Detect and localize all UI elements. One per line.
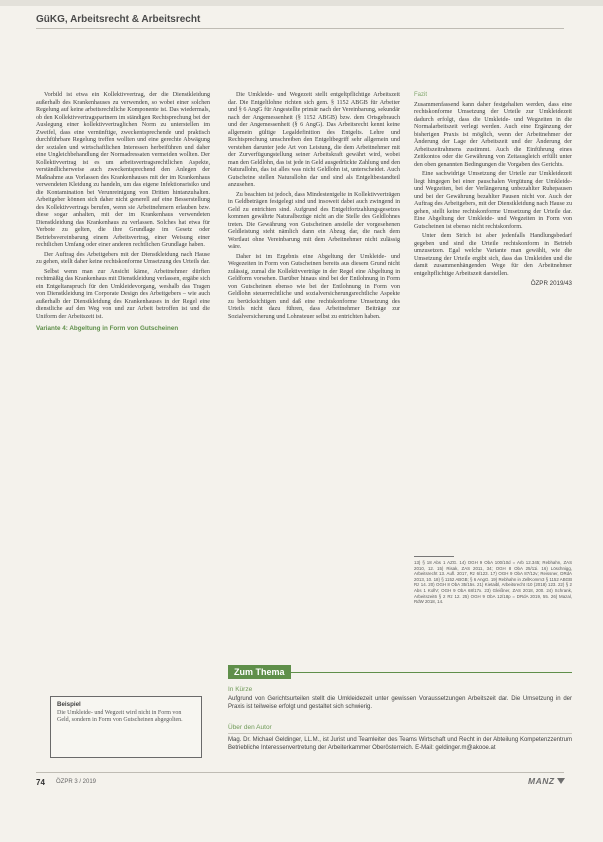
col2-paragraph: Daher ist im Ergebnis eine Abgeltung der Umkleide- und Wegezeiten in Form von Gutscheinen bereits aus diesem Grund nicht zulässig, zumal die Kollektivverträge in der Regel eine Abgeltung in Geldform vorsehen. Darüber hinaus sind bei der Entlohnung in Form von Gutscheinen ebenso wie bei der Entlohnung in Form von Geldlohn steuerrechtliche und sozialversicherungsrechtliche Aspekte zu berücksichtigen und daß eine rechtskonforme Umsetzung des Urteils nicht dazu führen, dass Arbeitnehmer Beiträge zur Sozialversicherung und Lohnsteuer selbst zu entrichten haben. xyxy=(228,253,400,320)
about-author-rule xyxy=(228,733,572,734)
variant-heading: Variante 4: Abgeltung in Form von Gutscheinen xyxy=(36,325,179,332)
top-bar xyxy=(0,0,603,6)
column-3 xyxy=(414,92,572,288)
col3-paragraph: Unter dem Strich ist aber jedenfalls Handlungsbedarf gegeben und sind die Urteile rechtskonform in Betrieb umzusetzen. Egal welche Variante man gewählt, wie die Umsetzung der Urteile ergibt sich, dass das Umkleiden und die damit zusammenhängenden Wege für den Arbeitnehmer entgeltpflichtige Arbeitszeit darstellen. xyxy=(414,233,572,277)
beispiel-box xyxy=(50,696,202,758)
col3-paragraph: Eine sachwidrige Umsetzung der Urteile zur Umkleidezeit liegt hingegen bei einer pauschalen Vergütung der Umkleide- und Wegzeiten, bei der Verlängerung unbezahlter Ruhepausen und bei der Gewährung bezahlter Pausen nicht vor. Auch der Auftrag des Arbeitgebers, mit der Dienstkleidung nach Hause zu gehen, stellt keine rechtskonforme Umsetzung der Urteile dar. Eine Abgeltung der Umkleide- und Wegzeiten in Form von Gutscheinen ist ebenso nicht rechtskonform. xyxy=(414,171,572,230)
logo-triangle-icon xyxy=(557,778,565,784)
col2-paragraph: Zu beachten ist jedoch, dass Mindestentgelte in Kollektivverträgen in Geldbeträgen festgelegt sind und insoweit dabei auch zwingend in Geld zu entrichten sind. Aufgrund des Entgeltfortzahlungsgesetzes kommen gewährte Naturalbezüge nicht an die Stelle des Geldlohnes treten. Die Gewährung von Gutscheinen anstelle der vorgesehenen Geldleistung steht nämlich dann ein Abzug dar, die nach dem Wortlaut ohne Vereinbarung mit dem Arbeitnehmer nicht zulässig wäre. xyxy=(228,191,400,250)
publisher-logo-text: MANZ xyxy=(528,776,555,786)
zum-thema-badge: Zum Thema xyxy=(228,665,291,679)
col1-paragraph: Vorbild ist etwa ein Kollektivvertrag, der die Dienstkleidung außerhalb des Krankenhauses zu verwenden, so wobei einer solchen Regelung auf keine arbeitsrechtliche Komponente ist. Das wiedermals, ob den Kollektivvertragspartnern im ständigen Rechtsprechung bei der Auslegung einer kollektivvertraglichen Norm zu unterstellen im Zweifel, dass eine vernünftige, zweckentsprechende und praktisch durchführbare Regelung treffen wollten und eine gerechte Abwägung der sozialen und wirtschaftlichen Interessen herbeiführen und daher eine Ungleichbehandlung der Normadressaten vermeiden wollten. Der Kollektivvertrag ist es um arbeitsvertragsrechtlichen Aspekte, verständlicherweise auch zweckentsprechend den Anlegen der Maßnahme aus Vorlassen des Krankenhauses mit der im Krankenhaus verwendeten Kleidung zu handeln, um das eigene Infektionsrisiko und die Kontamination bei Verunreinigung von Dritten hintanzuhalten. Arbeitgeber können sich daher nicht generell auf eine Besserstellung des Kollektivvertrags berufen, wenn sie Arbeitnehmern erlauben bzw. diese sogar anhalten, mit der im Krankenhaus verwendeten Dienstkleidung das Krankenhaus zu verlassen. Solches hat etwa für Verbote zu gelten, die ihre Grundlage im Gesetz oder Betriebsvereinbarung einem Arbeitsvertrag, einer Weisung einer rechtlichen Umfang oder einer anderen rechtlichen Grundlage haben. xyxy=(36,92,210,248)
article-reference: ÖZPR 2019/43 xyxy=(530,280,572,287)
column-1 xyxy=(36,92,210,337)
footnote-rule xyxy=(414,556,454,557)
col2-paragraph: Die Umkleide- und Wegezeit stellt entgeltpflichtige Arbeitszeit dar. Die Entgeltlohne richten sich gem. § 1152 ABGB für Arbeiter und § 6 AngG für Angestellte primär nach der Vereinbarung, sekundär nach der Angemessenheit (§ 1152 ABGB) bzw. dem Ortsgebrauch und der Angemessenheit (§ 6 AngG). Das Arbeitsrecht kennt keine allgemein gültige Legaldefinition des Entgelts. Lehre und Rechtsprechung umschreiben den Entgeltbegriff sehr allgemein und verstehen darunter jede Art von Leistung, die dem Arbeitnehmer mit der Zurverfügungstellung seiner Arbeitskraft gewährt wird, wobei man den Geldlohn, das ist jede in Geld ausgedrückte Zahlung und den Naturallohn, das ist alles was nicht Geldlohn ist, unterscheidet. Auch Gutscheine stellen Naturallohn dar und sind als Entgeltbestandteil anzusehen. xyxy=(228,92,400,188)
footnotes: 13) § 18 Abs 1 AZG. 14) OGH 9 ObA 100/10d = Arb 12.345; Rebhahn, ZAS 2010, 12. 15) Risak, ZAS 2011, 34; OGH 8 ObA 25/11i. 16) Löschnigg, Arbeitsrecht 13. Aufl. 2017, Rz 6/123. 17) OGH 9 ObA 87/12v; Reissner, DRdA 2013, 10. 18) § 1152 ABGB; § 6 AngG. 19) Rebhahn in ZellKomm3 § 1152 ABGB Rz 14. 20) OGH 8 ObA 35/15s. 21) Kietaibl, Arbeitsrecht I10 (2018) 123. 22) § 2 Abs 1 KollV; OGH 9 ObA 68/17x. 23) Gleißner, ZAS 2018, 200. 24) Schrank, Arbeitszeit6 § 2 Rz 12. 25) OGH 9 ObA 12/18p = DRdA 2019, 55. 26) Mazal, RdW 2018, 14. xyxy=(414,560,572,605)
journal-issue: ÖZPR 3 / 2019 xyxy=(56,779,97,785)
running-head: GüKG, Arbeitsrecht & Arbeitsrecht xyxy=(36,14,201,25)
col1-paragraph: Der Auftrag des Arbeitgebers mit der Dienstkleidung nach Hause zu gehen, stellt daher keine rechtskonforme Umsetzung des Urteils dar. xyxy=(36,251,210,265)
beispiel-title: Beispiel xyxy=(57,701,81,708)
in-kuerze-heading: In Kürze xyxy=(228,686,253,693)
fazit-tag: Fazit xyxy=(414,92,428,98)
about-author-heading: Über den Autor xyxy=(228,724,272,731)
footer-rule xyxy=(36,772,564,773)
column-2 xyxy=(228,92,400,323)
page-number: 74 xyxy=(36,778,45,787)
publisher-logo xyxy=(528,776,565,786)
in-kuerze-text: Aufgrund von Gerichtsurteilen stellt die Umkleidezeit unter gewissen Voraussetzungen Arbeitszeit dar. Die Umsetzung in der Praxis ist teilweise erfolgt und gestaltet sich schwierig. xyxy=(228,696,572,710)
col1-paragraph: Selbst wenn man zur Ansicht käme, Arbeitnehmer dürften rechtmäßig das Krankenhaus mit Dienstkleidung verlassen, ergäbe sich ein Entgeltanspruch für den Umkleidevorgang, weshalb das Tragen von Dienstkleidung im Corporate Design des Arbeitgebers – wie auch außerhalb der Dienstkleidung des Krankenhauses in der Regel eine dienstliche auf den Weg von und zur Arbeit betroffen ist und die Uniform der Arbeitszeit ist. xyxy=(36,268,210,320)
beispiel-body: Die Umkleide- und Wegzeit wird nicht in Form von Geld, sondern in Form von Gutscheinen abgegolten. xyxy=(57,710,183,724)
about-author-text: Mag. Dr. Michael Geldinger, LL.M., ist Jurist und Teamleiter des Teams Wirtschaft und Recht in der Abteilung Kompetenzzentrum Betriebliche Interessenvertretung der Arbeiterkammer Oberösterreich. E-Mail: geldinger.m@akooe.at xyxy=(228,737,572,751)
col3-paragraph: Zusammenfassend kann daher festgehalten werden, dass eine rechtskonforme Umsetzung der Urteile zur Umkleidezeit dadurch erfolgt, dass die Umkleide- und Wegzeiten in die Normalarbeitszeit verlegt werden. Auch eine Ergänzung der bisherigen Praxis ist möglich, wenn der Arbeitnehmer der Änderung der Lage der Arbeitszeit und der Änderung der Arbeitszeitrahmens zustimmt. Auch die Einführung eines Zeitkontos oder die Gewährung von Zeitausgleich erfüllt unter den oben genannten Bedingungen die Vorgaben des Gerichts. xyxy=(414,101,572,168)
header-rule xyxy=(36,28,564,29)
